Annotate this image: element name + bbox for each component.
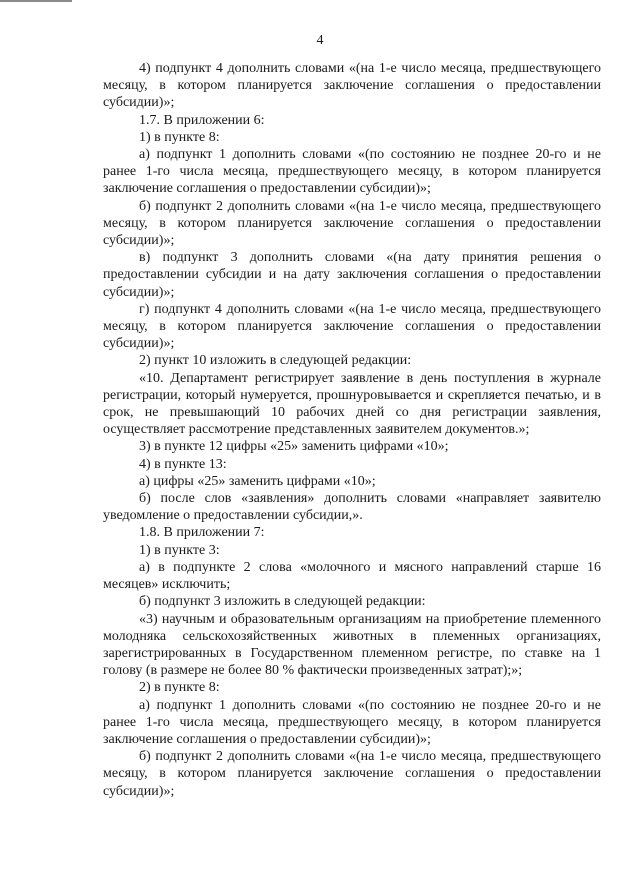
paragraph: в) подпункт 3 дополнить словами «(на дату принятия решения о предоставлении субсидии и на дату заключения соглашения о предоставлении субсидии)»; <box>103 250 601 300</box>
paragraph: 3) в пункте 12 цифры «25» заменить цифрами «10»; <box>139 439 449 455</box>
paragraph: 1) в пункте 3: <box>139 542 220 558</box>
paragraph: а) подпункт 1 дополнить словами «(по состоянию не позднее 20-го и не ранее 1-го числа месяца, предшествующего месяцу, в котором планируется заключение соглашения о предоставлении субсидии)»; <box>103 147 601 197</box>
paragraph: 1.8. В приложении 7: <box>139 525 265 541</box>
paragraph: «10. Департамент регистрирует заявление в день поступления в журнале регистрации, который нумеруется, прошнуровывается и скрепляется печатью, и в срок, не превышающий 10 рабочих дней со дня регистрации заявления, осуществляет рассмотрение представленных заявителем документов.»; <box>103 370 601 438</box>
paragraph: г) подпункт 4 дополнить словами «(на 1-е число месяца, предшествующего месяцу, в котором планируется заключение соглашения о предоставлении субсидии)»; <box>103 301 601 352</box>
paragraph: 2) пункт 10 изложить в следующей редакции: <box>139 353 412 369</box>
paragraph: а) цифры «25» заменить цифрами «10»; <box>139 473 376 489</box>
paragraph: б) подпункт 3 изложить в следующей редакции: <box>139 594 426 610</box>
paragraph: а) подпункт 1 дополнить словами «(по состоянию не позднее 20-го и не ранее 1-го числа месяца, предшествующего месяцу, в котором планируется заключение соглашения о предоставлении субсидии)»; <box>103 697 601 747</box>
paragraph: 4) подпункт 4 дополнить словами «(на 1-е число месяца, предшествующего месяцу, в котором планируется заключение соглашения о предоставлении субсидии)»; <box>103 61 601 111</box>
page-number: 4 <box>316 33 324 48</box>
paragraph: а) в подпункте 2 слова «молочного и мясного направлений старше 16 месяцев» исключить; <box>103 559 601 593</box>
scan-edge-mark <box>0 0 72 2</box>
paragraph: б) подпункт 2 дополнить словами «(на 1-е число месяца, предшествующего месяцу, в котором планируется заключение соглашения о предоставлении субсидии)»; <box>103 749 601 799</box>
paragraph: 1.7. В приложении 6: <box>139 112 265 128</box>
paragraph: б) подпункт 2 дополнить словами «(на 1-е число месяца, предшествующего месяцу, в котором планируется заключение соглашения о предоставлении субсидии)»; <box>103 198 601 249</box>
paragraph: «3) научным и образовательным организациям на приобретение племенного молодняка сельскохозяйственных животных в племенных организациях, зарегистрированных в Государственном племенном регистре, по ставке на 1 голову (в размере не более 80 % фактически произведенных затрат);»; <box>103 611 601 679</box>
paragraph: 1) в пункте 8: <box>139 129 220 145</box>
paragraph: б) после слов «заявления» дополнить словами «направляет заявителю уведомление о предоставлении субсидии,». <box>103 491 601 524</box>
paragraph: 2) в пункте 8: <box>139 680 220 696</box>
paragraph: 4) в пункте 13: <box>139 456 227 472</box>
document-body <box>103 60 601 800</box>
